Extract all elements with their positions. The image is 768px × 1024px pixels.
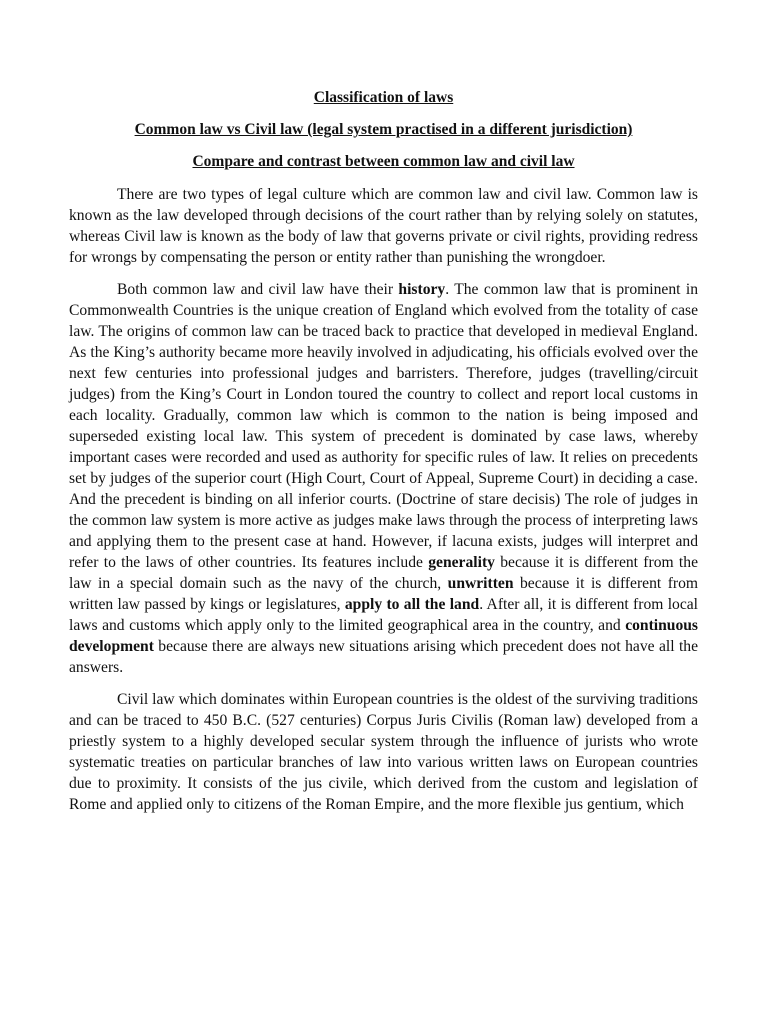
document-subtitle: Common law vs Civil law (legal system practised in a different jurisdiction)	[134, 121, 633, 138]
section-heading: Compare and contrast between common law and civil law	[192, 153, 575, 170]
bold-term-apply-to-all-the-land: apply to all the land	[344, 596, 480, 613]
bold-term-unwritten: unwritten	[447, 575, 514, 592]
paragraph-text: because it is different from the law in a special domain such as the navy of the church,	[69, 554, 698, 592]
bold-term-history: history	[398, 281, 446, 298]
paragraph-civil-law: Civil law which dominates within European countries is the oldest of the surviving traditions and can be traced to 450 B.C. (527 centuries) Corpus Juris Civilis (Roman law) developed from a priestly system to a highly developed secular system through the influence of jurists who wrote systematic treaties on particular branches of law into various written laws on European countries due to proximity. It consists of the jus civile, which derived from the custom and legislation of Rome and applied only to citizens of the Roman Empire, and the more flexible jus gentium, which	[69, 691, 698, 813]
document-page	[69, 88, 698, 826]
bold-term-generality: generality	[428, 554, 495, 571]
paragraph-history	[69, 279, 698, 678]
paragraph-text: because it is different from written law passed by kings or legislatures,	[69, 575, 699, 613]
paragraph-text: . The common law that is prominent in Commonwealth Countries is the unique creation of England which evolved from the totality of case law. The origins of common law can be traced back to practice that developed in medieval England. As the King’s authority became more heavily involved in adjudicating, his officials evolved over the next few centuries into professional judges and barristers. Therefore, judges (travelling/circuit judges) from the King’s Court in London toured the country to collect and report local customs in each locality. Gradually, common law which is common to the nation is being imposed and superseded existing local law. This system of precedent is dominated by case laws, whereby important cases were recorded and used as authority for specific rules of law. It relies on precedents set by judges of the superior court (High Court, Court of Appeal, Supreme Court) in deciding a case. And the precedent is binding on all inferior courts. (Doctrine of stare decisis) The role of judges in the common law system is more active as judges make laws through the process of interpreting laws and applying them to the present case at hand. However, if lacuna exists, judges will interpret and refer to the laws of other countries. Its features include	[69, 281, 698, 571]
document-title: Classification of laws	[313, 89, 454, 106]
bold-term-continuous-development: continuous development	[69, 617, 698, 655]
paragraph-text: . After all, it is different from local laws and customs which apply only to the limited geographical area in the country, and	[69, 596, 699, 634]
paragraph-text: because there are always new situations arising which precedent does not have all the answers.	[69, 638, 698, 676]
paragraph-intro: There are two types of legal culture which are common law and civil law. Common law is known as the law developed through decisions of the court rather than by relying solely on statutes, whereas Civil law is known as the body of law that governs private or civil rights, providing redress for wrongs by compensating the person or entity rather than punishing the wrongdoer.	[69, 186, 698, 266]
paragraph-text: Both common law and civil law have their	[117, 281, 399, 298]
